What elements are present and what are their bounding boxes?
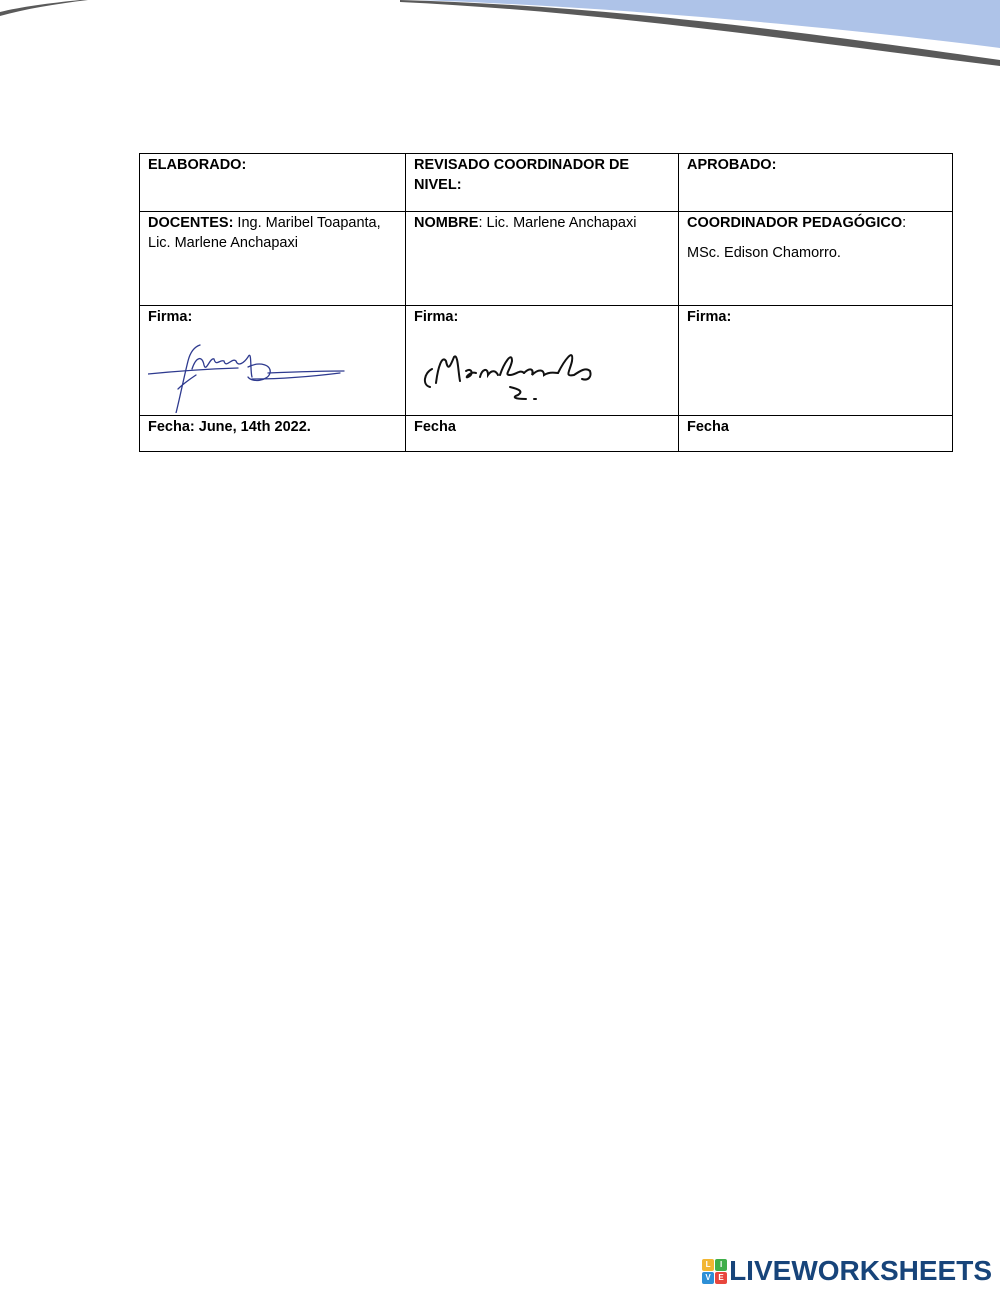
fecha-1-label: Fecha: June, 14th 2022.: [148, 419, 311, 435]
cell-elaborado: [140, 154, 406, 212]
nombre-label: NOMBRE: [414, 215, 479, 231]
aprobado-label: APROBADO:: [687, 157, 777, 173]
elaborado-label: ELABORADO:: [148, 157, 247, 173]
liveworksheets-wordmark: LIVEWORKSHEETS: [729, 1255, 992, 1286]
docentes-value: Ing. Maribel Toapanta, Lic. Marlene Anchapaxi: [148, 215, 381, 251]
header-left-stroke: [0, 0, 88, 16]
mark-l: L: [702, 1259, 714, 1271]
cell-coordinador: [679, 212, 953, 306]
coordinador-label: COORDINADOR PEDAGÓGICO: [687, 215, 903, 231]
cell-firma-3: [679, 306, 953, 416]
docentes-label: DOCENTES:: [148, 215, 234, 231]
mark-v: V: [702, 1272, 714, 1284]
approval-table: [139, 153, 953, 452]
cell-fecha-2: [406, 416, 679, 452]
cell-firma-1: [140, 306, 406, 416]
table-row-dates: [140, 416, 953, 452]
cell-aprobado: [679, 154, 953, 212]
firma-2-label: Firma:: [414, 309, 459, 325]
signature-1: [148, 327, 397, 413]
liveworksheets-mark-icon: [702, 1259, 727, 1284]
table-row-signatures: [140, 306, 953, 416]
fecha-3-label: Fecha: [687, 419, 729, 435]
firma-1-label: Firma:: [148, 309, 193, 325]
signature-2: [414, 327, 670, 413]
nombre-value: : Lic. Marlene Anchapaxi: [478, 215, 637, 231]
coordinador-colon: :: [902, 215, 907, 231]
header-swoosh-graphic: [0, 0, 1000, 80]
cell-nombre: [406, 212, 679, 306]
revisado-label: REVISADO COORDINADOR DE NIVEL:: [414, 157, 630, 193]
table-row-names: [140, 212, 953, 306]
mark-e: E: [715, 1272, 727, 1284]
table-row-headers: [140, 154, 953, 212]
cell-firma-2: [406, 306, 679, 416]
cell-fecha-1: [140, 416, 406, 452]
signature-1-drawing: [148, 327, 398, 413]
firma-3-label: Firma:: [687, 309, 732, 325]
liveworksheets-logo: [702, 1256, 992, 1286]
cell-fecha-3: [679, 416, 953, 452]
coordinador-value: MSc. Edison Chamorro.: [687, 245, 841, 261]
mark-i: I: [715, 1259, 727, 1271]
cell-docentes: [140, 212, 406, 306]
signature-2-drawing: [414, 327, 674, 413]
cell-revisado: [406, 154, 679, 212]
fecha-2-label: Fecha: [414, 419, 456, 435]
